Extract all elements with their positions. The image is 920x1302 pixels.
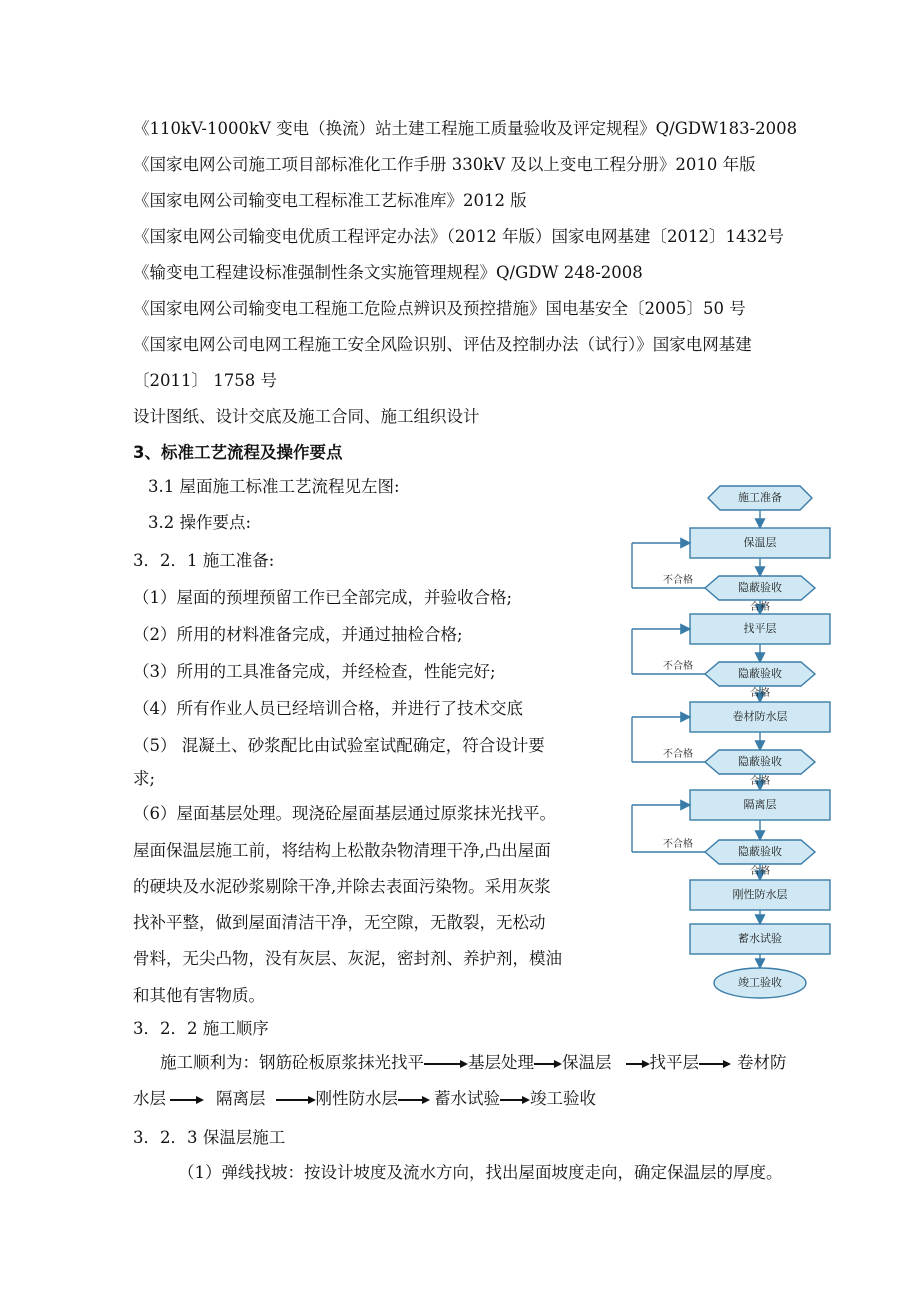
paragraph: （1）弹线找坡：按设计坡度及流水方向，找出屋面坡度走向，确定保温层的厚度。 (178, 1163, 783, 1182)
order-step: 卷材防 (737, 1053, 787, 1072)
flow-step-label: 卷材防水层 (732, 710, 788, 723)
list-item: （3）所用的工具准备完成，并经检查，性能完好; (133, 662, 496, 681)
arrow-right-icon (500, 1095, 530, 1105)
flow-fail-label: 不合格 (663, 661, 693, 672)
flow-step-label: 保温层 (743, 536, 777, 549)
arrow-right-icon (699, 1059, 731, 1069)
reference-item: 《输变电工程建设标准强制性条文实施管理规程》Q/GDW 248-2008 (133, 263, 643, 282)
flow-pass-label: 合格 (750, 688, 770, 699)
subsection-3-2: 3.2 操作要点: (148, 513, 252, 532)
order-step: 基层处理 (468, 1053, 534, 1072)
subsection-3-2-3: 3．2．3 保温层施工 (133, 1128, 286, 1147)
reference-item: 《国家电网公司施工项目部标准化工作手册 330kV 及以上变电工程分册》2010 年版 (133, 155, 756, 174)
process-flowchart (600, 478, 850, 1008)
order-step: 保温层 (562, 1053, 612, 1072)
arrow-right-icon (170, 1095, 204, 1105)
flow-decision-label: 隐蔽验收 (738, 755, 782, 768)
order-step: 钢筋砼板原浆抹光找平 (259, 1053, 424, 1072)
construction-order-line-1 (160, 1052, 787, 1074)
list-item: 的硬块及水泥砂浆剔除干净,并除去表面污染物。采用灰浆 (133, 877, 551, 896)
order-step: 蓄水试验 (434, 1089, 500, 1108)
flow-step-label: 蓄水试验 (738, 932, 782, 945)
reference-item: 《国家电网公司输变电工程标准工艺标准库》2012 版 (133, 191, 527, 210)
reference-item: 〔2011〕 1758 号 (133, 371, 277, 390)
subsection-3-2-1: 3．2．1 施工准备: (133, 551, 275, 570)
reference-item: 《国家电网公司电网工程施工安全风险识别、评估及控制办法（试行）》国家电网基建 (133, 335, 752, 354)
list-item: 求; (133, 769, 156, 788)
flow-pass-label: 合格 (750, 866, 770, 877)
flow-step-label: 找平层 (743, 622, 777, 635)
reference-item: 《110kV-1000kV 变电（换流）站土建工程施工质量验收及评定规程》Q/GDW183-2008 (133, 119, 798, 138)
construction-order-line-2 (133, 1088, 596, 1110)
arrow-right-icon (626, 1059, 650, 1069)
list-item: （2）所用的材料准备完成，并通过抽检合格; (133, 625, 463, 644)
flow-step-label: 隔离层 (743, 798, 777, 811)
order-step: 隔离层 (216, 1089, 266, 1108)
flow-pass-label: 合格 (750, 602, 770, 613)
arrow-right-icon (398, 1095, 430, 1105)
flow-terminal-label: 施工准备 (738, 491, 782, 504)
reference-item: 《国家电网公司输变电优质工程评定办法》（2012 年版）国家电网基建〔2012〕1432号 (133, 227, 784, 246)
list-item: （1）屋面的预埋预留工作已全部完成，并验收合格; (133, 588, 513, 607)
flow-fail-label: 不合格 (663, 575, 693, 586)
flow-decision-label: 隐蔽验收 (738, 845, 782, 858)
subsection-3-1: 3.1 屋面施工标准工艺流程见左图: (148, 477, 400, 496)
list-item: 和其他有害物质。 (133, 986, 265, 1005)
flow-fail-label: 不合格 (663, 839, 693, 850)
list-item: 找补平整，做到屋面清洁干净，无空隙，无散裂，无松动 (133, 913, 546, 932)
flow-step-label: 刚性防水层 (732, 888, 788, 901)
arrow-right-icon (534, 1059, 562, 1069)
flow-fail-label: 不合格 (663, 749, 693, 760)
arrow-right-icon (424, 1059, 468, 1069)
section-heading: 3、标准工艺流程及操作要点 (133, 443, 343, 462)
flow-pass-label: 合格 (750, 776, 770, 787)
subsection-3-2-2: 3．2．2 施工顺序 (133, 1019, 269, 1038)
flow-decision-label: 隐蔽验收 (738, 581, 782, 594)
flow-decision-label: 隐蔽验收 (738, 667, 782, 680)
order-step: 找平层 (649, 1053, 699, 1072)
reference-item: 设计图纸、设计交底及施工合同、施工组织设计 (133, 407, 480, 426)
flow-end-label: 竣工验收 (738, 976, 782, 989)
order-step: 竣工验收 (530, 1089, 596, 1108)
order-step: 水层 (133, 1089, 166, 1108)
list-item: （6）屋面基层处理。现浇砼屋面基层通过原浆抹光找平。 (133, 804, 556, 823)
reference-item: 《国家电网公司输变电工程施工危险点辨识及预控措施》国电基安全〔2005〕50 号 (133, 299, 746, 318)
order-step: 刚性防水层 (315, 1089, 398, 1108)
list-item: 骨料，无尖凸物，没有灰层、灰泥，密封剂、养护剂，模油 (133, 949, 562, 968)
list-item: （4）所有作业人员已经培训合格，并进行了技术交底 (133, 699, 523, 718)
order-prefix: 施工顺利为： (160, 1053, 259, 1072)
arrow-right-icon (276, 1095, 316, 1105)
list-item: （5） 混凝土、砂浆配比由试验室试配确定，符合设计要 (133, 736, 545, 755)
list-item: 屋面保温层施工前，将结构上松散杂物清理干净,凸出屋面 (133, 841, 551, 860)
